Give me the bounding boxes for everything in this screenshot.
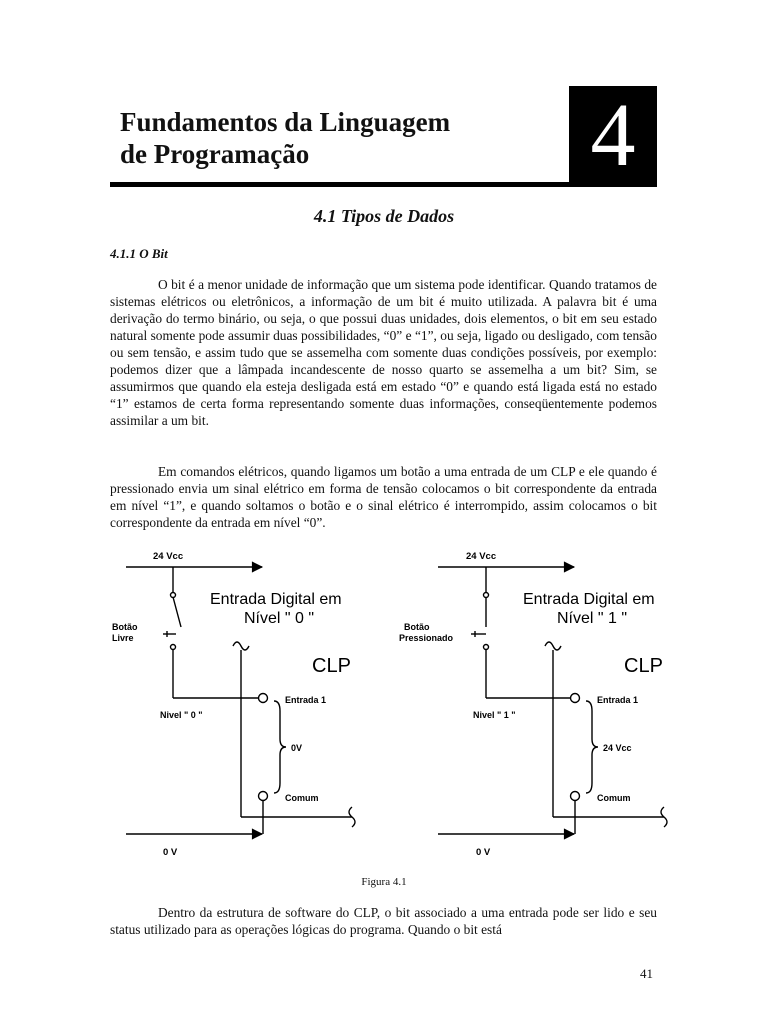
left-input-label: Entrada 1 (285, 695, 327, 705)
right-input-label: Entrada 1 (597, 695, 639, 705)
right-common-terminal (571, 792, 580, 801)
left-labels (112, 551, 351, 858)
subsection-title: 4.1.1 O Bit (110, 246, 168, 261)
right-clp-label: CLP (624, 655, 663, 677)
left-switch-node-top (171, 593, 176, 598)
section-title: 4.1 Tipos de Dados (313, 206, 455, 226)
right-clp-break-mark (545, 642, 561, 650)
left-supply-label: 24 Vcc (153, 551, 184, 562)
left-ground-label: 0 V (163, 847, 178, 858)
left-switch-contact (173, 597, 181, 627)
chapter-title (120, 106, 560, 170)
chapter-title-line-2: de Programação (120, 139, 310, 169)
right-voltage-brace (586, 701, 598, 793)
left-clp-label: CLP (312, 655, 351, 677)
left-button-label-1: Botão (112, 622, 138, 632)
paragraph-2: Em comandos elétricos, quando ligamos um botão a uma entrada de um CLP e ele quando é pressionado envia um sinal elétrico em forma de tensão colocamos o bit correspondente da entrada em nível “1”, e quando soltamos o botão e o sinal elétrico é interrompido, assim colocamos o bit correspondente da entrada em nível “0”. (110, 464, 657, 530)
right-button-label-2: Pressionado (399, 633, 454, 643)
right-title-line-2: Nível " 1 " (557, 610, 628, 627)
left-common-label: Comum (285, 793, 319, 803)
left-title-line-2: Nível " 0 " (244, 610, 315, 627)
left-common-terminal (259, 792, 268, 801)
left-level-label: Nivel " 0 " (160, 710, 203, 720)
right-voltage-label: 24 Vcc (603, 743, 632, 753)
chapter-number-box (569, 86, 657, 187)
right-switch-node-bottom (484, 645, 489, 650)
left-voltage-label: 0V (291, 743, 303, 753)
page-number: 41 (640, 966, 653, 981)
right-level-label: Nivel " 1 " (473, 710, 516, 720)
right-ground-label: 0 V (476, 847, 491, 858)
left-title-line-1: Entrada Digital em (210, 591, 342, 608)
chapter-title-line-1: Fundamentos da Linguagem (120, 107, 451, 137)
right-labels (399, 551, 663, 858)
chapter-number: 4 (590, 86, 636, 185)
figure-4-1 (0, 545, 768, 865)
left-voltage-brace (274, 701, 286, 793)
right-switch-node-top (484, 593, 489, 598)
right-input-terminal (571, 694, 580, 703)
figure-caption: Figura 4.1 (361, 876, 407, 888)
right-button-label-1: Botão (404, 622, 430, 632)
left-input-terminal (259, 694, 268, 703)
paragraph-3: Dentro da estrutura de software do CLP, o bit associado a uma entrada pode ser lido e seu status utilizado para as operações lógicas do programa. Quando o bit está (110, 905, 657, 937)
left-button-label-2: Livre (112, 633, 134, 643)
paragraph-1: O bit é a menor unidade de informação que um sistema pode identificar. Quando tratamos de sistemas elétricos ou eletrônicos, a informação de um bit é muito utilizada. A palavra bit é uma derivação do termo binário, ou seja, o que possui duas unidades, dois elementos, o bit em seu estado natural somente pode assumir duas possibilidades, “0” e “1”, ou seja, ligado ou desligado, com tensão ou sem tensão, e assim tudo que se assemelha com somente duas condições possíveis, por exemplo: podemos dizer que a lâmpada incandescente de nosso quarto se assemelha a um bit? Sim, se assumirmos que quando ela esteja desligada está em estado “0” e quando está ligada está no estado “1” estamos de certa forma representando somente duas informações, conseqüentemente podemos assimilar a um bit. (110, 277, 657, 428)
right-supply-label: 24 Vcc (466, 551, 497, 562)
left-clp-break-mark (233, 642, 249, 650)
right-common-label: Comum (597, 793, 631, 803)
right-title-line-1: Entrada Digital em (523, 591, 655, 608)
chapter-header (110, 86, 657, 189)
figure-diagram (0, 545, 768, 865)
left-switch-node-bottom (171, 645, 176, 650)
